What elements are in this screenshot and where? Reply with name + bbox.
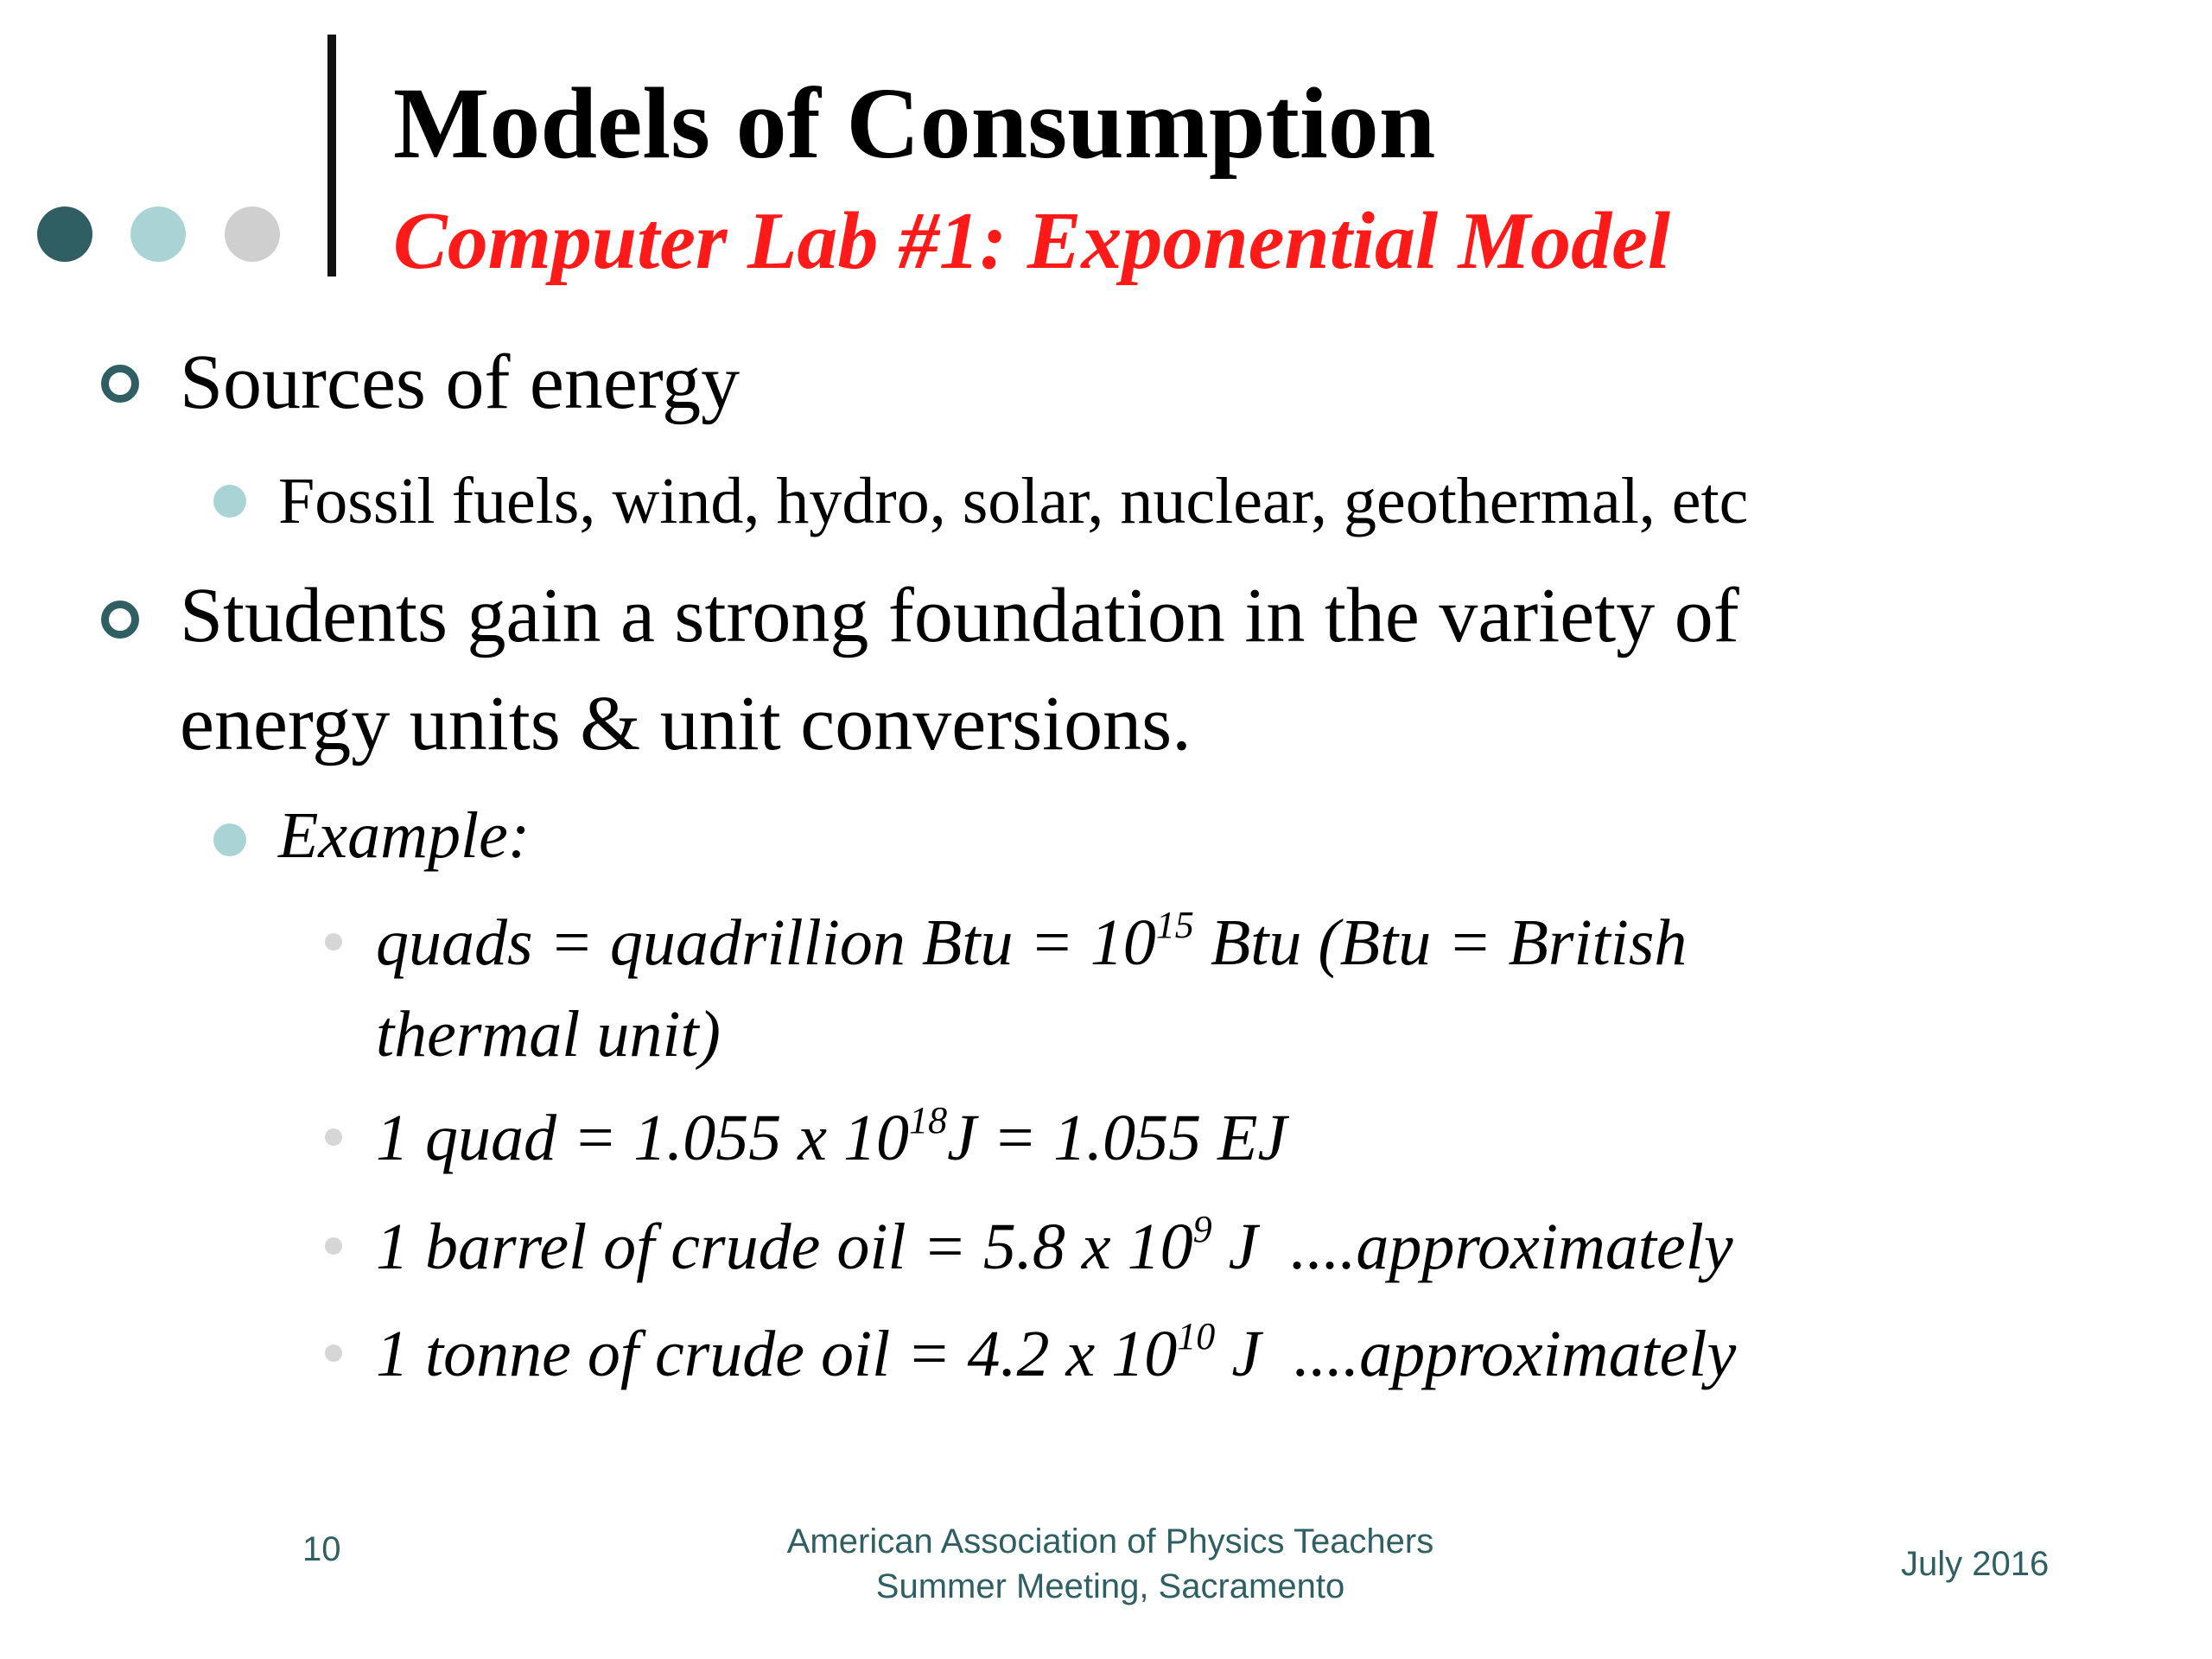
footer-org-line2: Summer Meeting, Sacramento (875, 1567, 1345, 1605)
small-dot-bullet-icon (325, 1128, 342, 1146)
example-quad-joules (376, 1092, 2018, 1184)
sub-bullet-energy-sources: Fossil fuels, wind, hydro, solar, nuclear, geothermal, etc (278, 465, 1749, 537)
footer-organization (657, 1519, 1564, 1609)
example-quads-post: Btu (Btu = British (1193, 906, 1688, 979)
circle-bullet-icon (101, 601, 139, 639)
decorative-dot-light (130, 207, 186, 262)
example-quad-joules-pre: 1 quad = 1.055 x 10 (376, 1102, 910, 1174)
decorative-dot-grey (225, 207, 280, 262)
small-dot-bullet-icon (325, 1237, 342, 1255)
example-barrel-crude-post: J ....approximately (1211, 1211, 1733, 1283)
example-quad-joules-exponent: 18 (909, 1099, 948, 1142)
circle-bullet-icon (101, 365, 139, 403)
footer-date: July 2016 (1901, 1545, 2050, 1583)
example-quads-pre: quads = quadrillion Btu = 10 (376, 906, 1156, 979)
small-dot-bullet-icon (325, 933, 342, 950)
example-barrel-crude (376, 1201, 2018, 1293)
example-tonne-crude-exponent: 10 (1177, 1315, 1216, 1358)
title-divider (327, 35, 336, 276)
dot-bullet-icon (213, 823, 246, 856)
decorative-dot-dark (37, 207, 92, 262)
example-tonne-crude-pre: 1 tonne of crude oil = 4.2 x 10 (376, 1318, 1178, 1390)
bullet-students-gain-line2: energy units & unit conversions. (180, 681, 1192, 766)
example-tonne-crude-post: J ....approximately (1215, 1318, 1737, 1390)
example-quads-line2: thermal unit) (376, 998, 721, 1071)
example-quad-joules-post: J = 1.055 EJ (947, 1102, 1287, 1174)
example-quads-exponent: 15 (1155, 904, 1194, 947)
bullet-students-gain-line1: Students gain a strong foundation in the variety of (180, 573, 1739, 658)
small-dot-bullet-icon (325, 1344, 342, 1362)
slide-subtitle: Computer Lab #1: Exponential Model (393, 196, 1670, 286)
sub-bullet-example-label: Example: (278, 799, 531, 872)
example-tonne-crude (376, 1308, 2018, 1400)
dot-bullet-icon (213, 485, 246, 518)
example-barrel-crude-pre: 1 barrel of crude oil = 5.8 x 10 (376, 1211, 1193, 1283)
footer-org-line1: American Association of Physics Teachers (786, 1522, 1434, 1560)
footer-page-number: 10 (302, 1530, 341, 1568)
example-quads (376, 897, 2018, 1080)
slide-title: Models of Consumption (393, 67, 1436, 180)
bullet-students-gain (180, 562, 2063, 778)
example-barrel-crude-exponent: 9 (1192, 1208, 1212, 1251)
bullet-sources-of-energy: Sources of energy (180, 340, 741, 425)
